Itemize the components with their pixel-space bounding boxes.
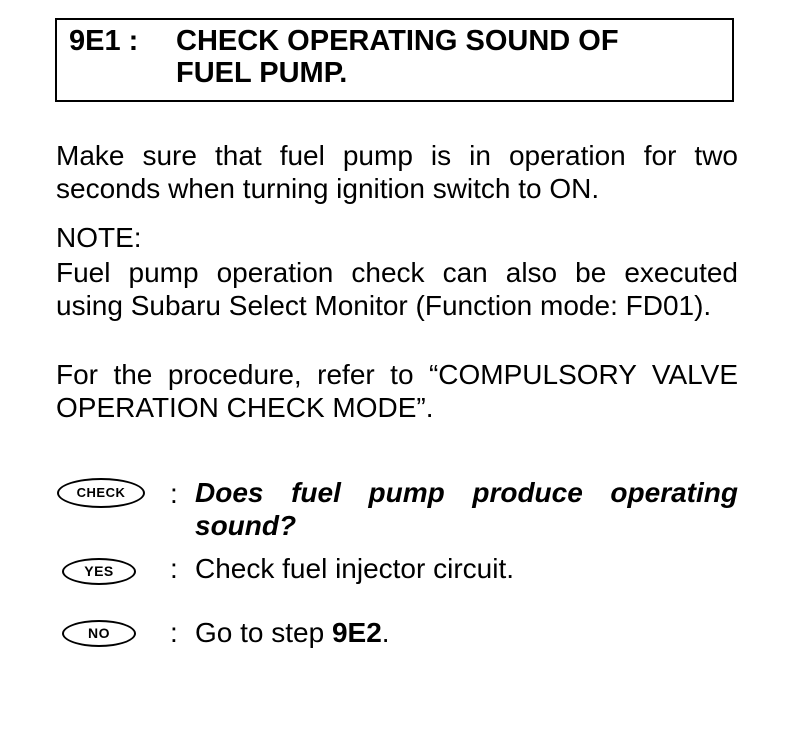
step-title-line-1: CHECK OPERATING SOUND OF	[176, 25, 619, 57]
yes-answer: Check fuel injector circuit.	[195, 553, 515, 584]
no-answer-suffix: .	[381, 617, 390, 648]
no-answer	[195, 616, 738, 649]
check-colon: :	[170, 478, 178, 509]
step-title	[176, 25, 696, 89]
check-question: Does fuel pump produce operating sound?	[195, 477, 738, 541]
yes-badge: YES	[62, 558, 136, 585]
note-label: NOTE:	[56, 222, 142, 253]
step-id: 9E1 :	[69, 25, 139, 57]
check-badge: CHECK	[57, 478, 145, 508]
no-badge: NO	[62, 620, 136, 647]
step-header-box	[55, 18, 734, 102]
note-text-procedure: For the procedure, refer to “COMPULSORY VALVE OPERATION CHECK MODE”.	[56, 359, 738, 423]
step-title-line-2: FUEL PUMP.	[176, 57, 348, 89]
no-colon: :	[170, 617, 178, 648]
no-answer-prefix: Go to step	[195, 617, 332, 648]
note-text: Fuel pump operation check can also be executed using Subaru Select Monitor (Function mode: FD01).	[56, 257, 738, 321]
yes-colon: :	[170, 553, 178, 584]
no-answer-step-link: 9E2	[331, 617, 382, 648]
instruction-text: Make sure that fuel pump is in operation for two seconds when turning ignition switch to ON.	[56, 140, 738, 204]
